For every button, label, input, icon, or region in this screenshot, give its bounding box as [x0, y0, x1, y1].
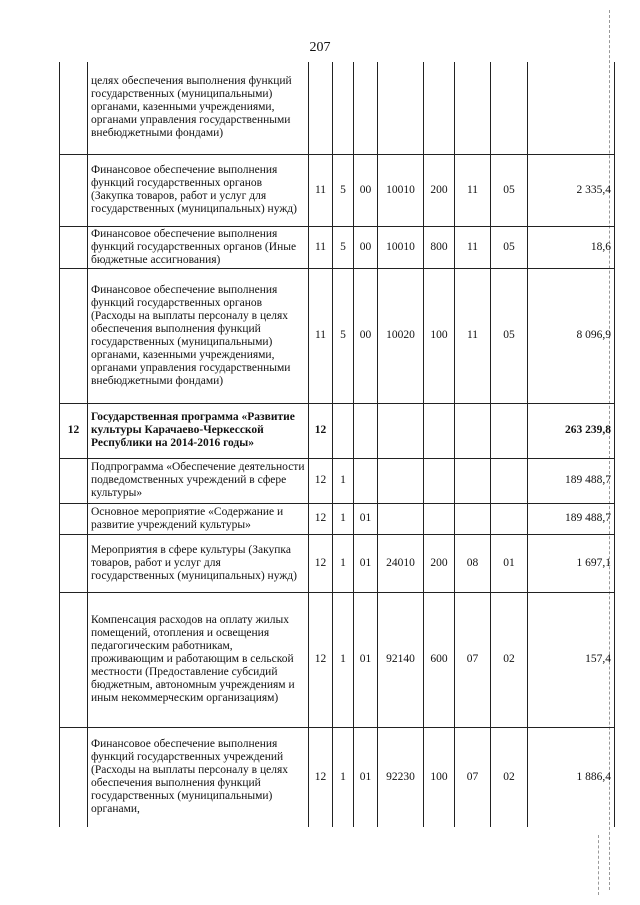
code-subsection — [491, 403, 528, 458]
table-row — [60, 727, 615, 827]
code-program: 12 — [309, 727, 333, 827]
table-row — [60, 62, 615, 154]
row-number — [60, 226, 88, 268]
code-subsection — [491, 62, 528, 154]
table-row — [60, 154, 615, 226]
code-subprogram: 5 — [333, 268, 354, 403]
row-description: Финансовое обеспечение выполнения функций государственных органов (Расходы на выплаты персоналу в целях обеспечения выполнения функций государственных (муниципальными) органами, казенными учреждениями, органами управления государственными внебюджетными фондами) — [88, 268, 309, 403]
code-subprogram: 1 — [333, 592, 354, 727]
code-subprogram: 1 — [333, 727, 354, 827]
code-subsection — [491, 503, 528, 534]
row-description: Финансовое обеспечение выполнения функций государственных учреждений (Расходы на выплаты персоналу в целях обеспечения выполнения функций государственных (муниципальными) органами, — [88, 727, 309, 827]
code-program: 12 — [309, 503, 333, 534]
row-description: Компенсация расходов на оплату жилых помещений, отопления и освещения педагогическим работникам, проживающим и работающим в сельской местности (Предоставление субсидий бюджетным, автономным учреждениям и иным некоммерческим организациям) — [88, 592, 309, 727]
code-measure: 01 — [354, 534, 378, 592]
table-row — [60, 592, 615, 727]
row-amount: 18,6 — [528, 226, 615, 268]
code-expense-type — [424, 503, 455, 534]
code-expense-type — [424, 403, 455, 458]
code-subprogram — [333, 403, 354, 458]
table-row — [60, 268, 615, 403]
row-description: Государственная программа «Развитие культуры Карачаево-Черкесской Республики на 2014-2016 годы» — [88, 403, 309, 458]
row-number: 12 — [60, 403, 88, 458]
row-amount: 263 239,8 — [528, 403, 615, 458]
table-row — [60, 226, 615, 268]
row-description: Финансовое обеспечение выполнения функций государственных органов (Закупка товаров, работ и услуг для государственных (муниципальных) нужд) — [88, 154, 309, 226]
code-measure — [354, 403, 378, 458]
code-direction: 10010 — [378, 226, 424, 268]
row-number — [60, 727, 88, 827]
page-number: 207 — [309, 40, 331, 55]
code-measure: 00 — [354, 268, 378, 403]
row-number — [60, 592, 88, 727]
row-amount — [528, 62, 615, 154]
code-measure: 00 — [354, 154, 378, 226]
code-subsection — [491, 458, 528, 503]
code-direction: 92230 — [378, 727, 424, 827]
code-subprogram: 1 — [333, 458, 354, 503]
code-expense-type: 600 — [424, 592, 455, 727]
code-section — [455, 458, 491, 503]
code-direction — [378, 503, 424, 534]
row-number — [60, 534, 88, 592]
row-description: Финансовое обеспечение выполнения функций государственных органов (Иные бюджетные ассигнования) — [88, 226, 309, 268]
row-number — [60, 62, 88, 154]
code-program — [309, 62, 333, 154]
code-expense-type: 200 — [424, 154, 455, 226]
code-expense-type — [424, 62, 455, 154]
row-amount: 8 096,9 — [528, 268, 615, 403]
code-direction: 10010 — [378, 154, 424, 226]
code-program: 12 — [309, 592, 333, 727]
row-number — [60, 268, 88, 403]
code-section — [455, 62, 491, 154]
code-program: 11 — [309, 154, 333, 226]
code-section: 07 — [455, 727, 491, 827]
row-amount: 189 488,7 — [528, 458, 615, 503]
code-section — [455, 503, 491, 534]
code-section: 11 — [455, 226, 491, 268]
code-measure: 01 — [354, 503, 378, 534]
table-row — [60, 403, 615, 458]
code-subprogram: 5 — [333, 226, 354, 268]
code-measure: 00 — [354, 226, 378, 268]
code-direction: 10020 — [378, 268, 424, 403]
code-direction — [378, 458, 424, 503]
code-subsection: 05 — [491, 226, 528, 268]
code-subprogram — [333, 62, 354, 154]
row-amount: 2 335,4 — [528, 154, 615, 226]
row-description: Мероприятия в сфере культуры (Закупка товаров, работ и услуг для государственных (муниципальных) нужд) — [88, 534, 309, 592]
table-row — [60, 458, 615, 503]
code-measure — [354, 458, 378, 503]
row-description: целях обеспечения выполнения функций государственных (муниципальными) органами, казенными учреждениями, органами управления государственными внебюджетными фондами) — [88, 62, 309, 154]
row-amount: 1 697,1 — [528, 534, 615, 592]
code-subsection: 02 — [491, 727, 528, 827]
code-subprogram: 5 — [333, 154, 354, 226]
row-amount: 189 488,7 — [528, 503, 615, 534]
table-row — [60, 534, 615, 592]
row-description: Основное мероприятие «Содержание и развитие учреждений культуры» — [88, 503, 309, 534]
code-direction: 92140 — [378, 592, 424, 727]
row-amount: 1 886,4 — [528, 727, 615, 827]
code-program: 12 — [309, 534, 333, 592]
code-measure — [354, 62, 378, 154]
budget-table — [59, 62, 615, 827]
code-subsection: 02 — [491, 592, 528, 727]
row-number — [60, 458, 88, 503]
row-number — [60, 503, 88, 534]
code-subprogram: 1 — [333, 534, 354, 592]
code-subprogram: 1 — [333, 503, 354, 534]
code-expense-type: 200 — [424, 534, 455, 592]
code-direction — [378, 403, 424, 458]
row-amount: 157,4 — [528, 592, 615, 727]
code-section: 11 — [455, 268, 491, 403]
code-direction — [378, 62, 424, 154]
code-program: 12 — [309, 458, 333, 503]
code-section: 11 — [455, 154, 491, 226]
code-measure: 01 — [354, 592, 378, 727]
code-program: 12 — [309, 403, 333, 458]
code-expense-type — [424, 458, 455, 503]
code-expense-type: 100 — [424, 268, 455, 403]
code-expense-type: 100 — [424, 727, 455, 827]
row-description: Подпрограмма «Обеспечение деятельности подведомственных учреждений в сфере культуры» — [88, 458, 309, 503]
row-number — [60, 154, 88, 226]
code-subsection: 01 — [491, 534, 528, 592]
code-direction: 24010 — [378, 534, 424, 592]
code-program: 11 — [309, 268, 333, 403]
table-row — [60, 503, 615, 534]
binding-line-left — [598, 835, 599, 895]
code-subsection: 05 — [491, 268, 528, 403]
code-section — [455, 403, 491, 458]
code-subsection: 05 — [491, 154, 528, 226]
code-measure: 01 — [354, 727, 378, 827]
code-program: 11 — [309, 226, 333, 268]
code-expense-type: 800 — [424, 226, 455, 268]
code-section: 07 — [455, 592, 491, 727]
code-section: 08 — [455, 534, 491, 592]
